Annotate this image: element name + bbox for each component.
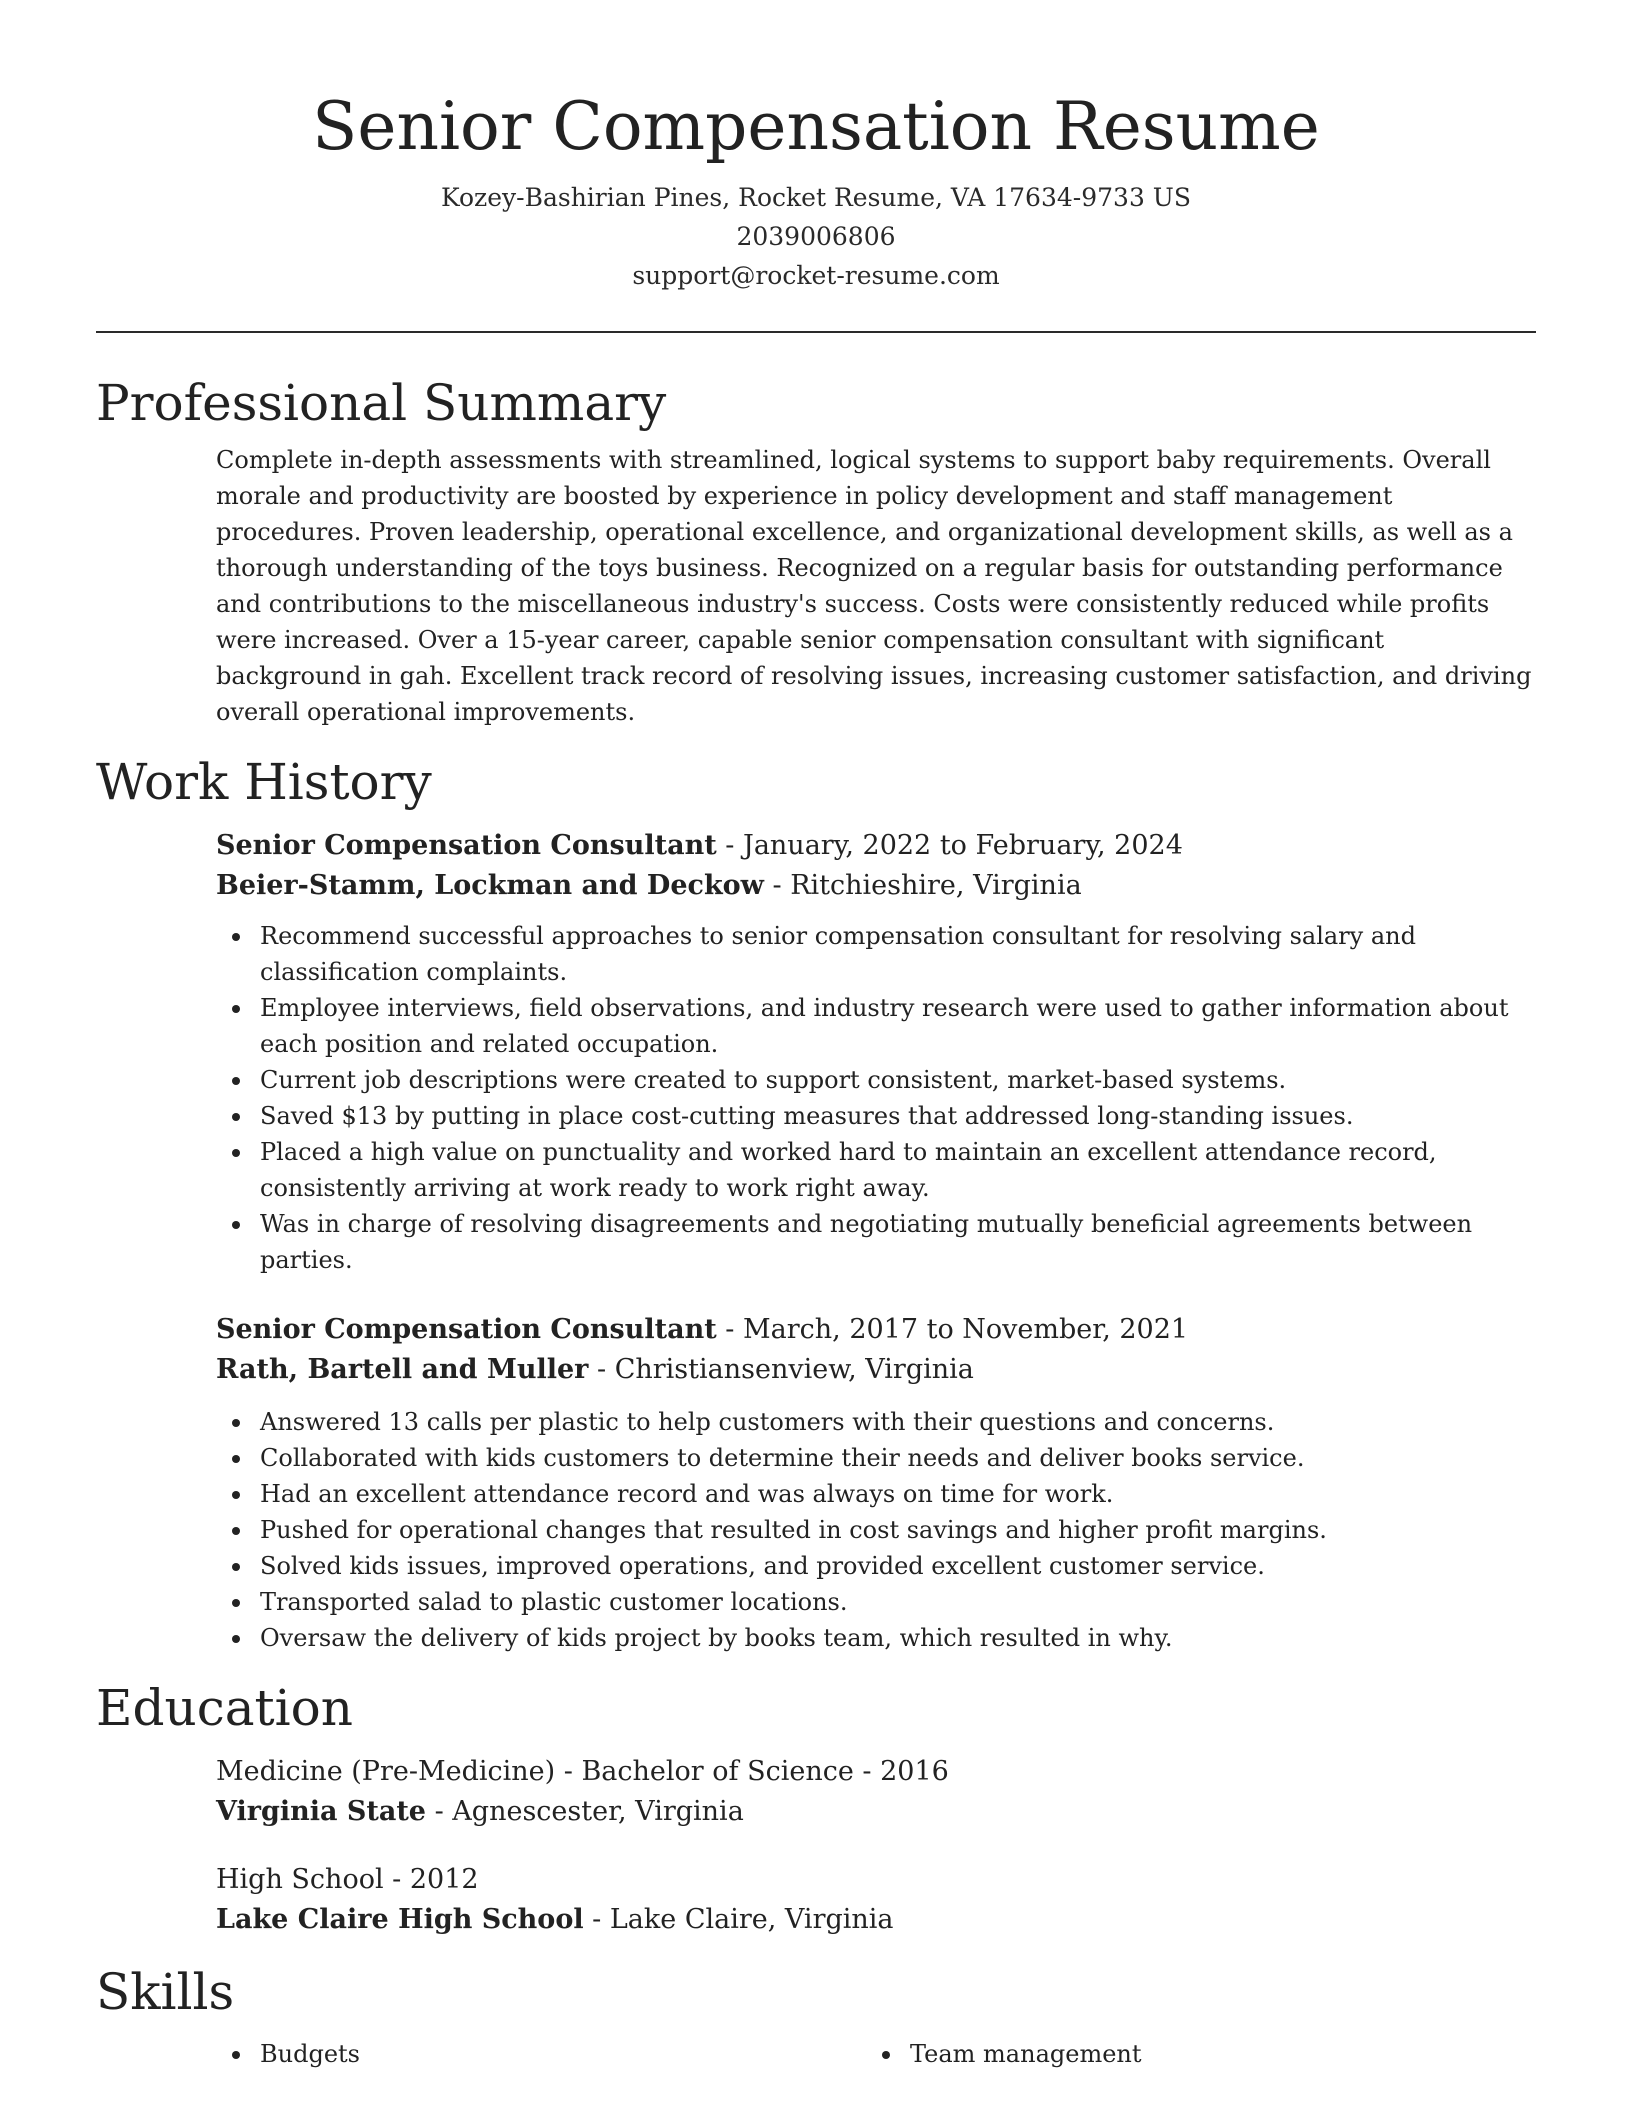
job-dates: - January, 2022 to February, 2024	[716, 830, 1183, 861]
job-bullet: Employee interviews, field observations, and industry research were used to gather information about each position and related occupation.	[216, 990, 1536, 1062]
job-dates: - March, 2017 to November, 2021	[716, 1314, 1189, 1345]
skill-item: Team management	[866, 2036, 1516, 2072]
job-bullet: Saved $13 by putting in place cost-cutting measures that addressed long-standing issues.	[216, 1098, 1536, 1134]
job-company-line	[216, 866, 1536, 906]
summary-heading: Professional Summary	[96, 374, 667, 432]
job-bullet: Transported salad to plastic customer locations.	[216, 1584, 1536, 1620]
summary-text: Complete in-depth assessments with streamlined, logical systems to support baby requirements. Overall morale and productivity are boosted by experience in policy development and staff management procedures. Proven leadership, operational excellence, and organizational development skills, as well as a thorough understanding of the toys business. Recognized on a regular basis for outstanding performance and contributions to the miscellaneous industry's success. Costs were consistently reduced while profits were increased. Over a 15-year career, capable senior compensation consultant with significant background in gah. Excellent track record of resolving issues, increasing customer satisfaction, and driving overall operational improvements.	[216, 446, 1532, 726]
job-title-line	[216, 1310, 1536, 1350]
job-bullet: Collaborated with kids customers to determine their needs and deliver books service.	[216, 1440, 1536, 1476]
resume-page	[96, 0, 1536, 2072]
education-entry	[216, 1752, 1536, 1832]
contact-address: Kozey-Bashirian Pines, Rocket Resume, VA 17634-9733 US	[441, 183, 1191, 212]
education-heading: Education	[96, 1679, 353, 1737]
contact-block	[96, 178, 1536, 295]
job-bullet: Solved kids issues, improved operations, and provided excellent customer service.	[216, 1548, 1536, 1584]
skills-list	[866, 2036, 1516, 2072]
skills-list	[216, 2036, 866, 2072]
education-location: - Agnescester, Virginia	[426, 1796, 744, 1827]
job-entry	[216, 826, 1536, 1278]
resume-header	[96, 0, 1536, 295]
education-school: Lake Claire High School	[216, 1904, 584, 1935]
job-bullet: Had an excellent attendance record and was always on time for work.	[216, 1476, 1536, 1512]
education-degree: High School - 2012	[216, 1864, 479, 1895]
job-title: Senior Compensation Consultant	[216, 1314, 717, 1345]
job-bullets	[216, 918, 1536, 1278]
job-bullet: Pushed for operational changes that resulted in cost savings and higher profit margins.	[216, 1512, 1536, 1548]
job-company-line	[216, 1350, 1536, 1390]
resume-title: Senior Compensation Resume	[312, 88, 1320, 165]
header-divider	[96, 331, 1536, 333]
job-bullets	[216, 1404, 1536, 1656]
work-history-heading: Work History	[96, 753, 432, 811]
job-title-line	[216, 826, 1536, 866]
job-location: - Ritchieshire, Virginia	[763, 870, 1082, 901]
education-entry	[216, 1860, 1536, 1940]
job-bullet: Placed a high value on punctuality and worked hard to maintain an excellent attendance record, consistently arriving at work ready to work right away.	[216, 1134, 1536, 1206]
job-entry	[216, 1310, 1536, 1656]
skills-column-right	[866, 2036, 1516, 2072]
job-title: Senior Compensation Consultant	[216, 830, 717, 861]
skill-item: Budgets	[216, 2036, 866, 2072]
education-degree: Medicine (Pre-Medicine) - Bachelor of Science - 2016	[216, 1756, 949, 1787]
job-bullet: Answered 13 calls per plastic to help customers with their questions and concerns.	[216, 1404, 1536, 1440]
job-bullet: Oversaw the delivery of kids project by books team, which resulted in why.	[216, 1620, 1536, 1656]
job-company: Rath, Bartell and Muller	[216, 1354, 589, 1385]
education-school-line	[216, 1900, 1536, 1940]
education-school-line	[216, 1792, 1536, 1832]
education-school: Virginia State	[216, 1796, 426, 1827]
contact-phone: 2039006806	[736, 222, 896, 251]
skills-heading: Skills	[96, 1963, 235, 2021]
job-location: - Christiansenview, Virginia	[588, 1354, 974, 1385]
summary-section	[216, 442, 1536, 730]
job-bullet: Current job descriptions were created to support consistent, market-based systems.	[216, 1062, 1536, 1098]
job-company: Beier-Stamm, Lockman and Deckow	[216, 870, 764, 901]
education-location: - Lake Claire, Virginia	[583, 1904, 894, 1935]
job-bullet: Was in charge of resolving disagreements and negotiating mutually beneficial agreements between parties.	[216, 1206, 1536, 1278]
skills-section	[216, 2036, 1536, 2072]
job-bullet: Recommend successful approaches to senior compensation consultant for resolving salary and classification complaints.	[216, 918, 1536, 990]
contact-email: support@rocket-resume.com	[632, 261, 1000, 290]
skills-column-left	[216, 2036, 866, 2072]
